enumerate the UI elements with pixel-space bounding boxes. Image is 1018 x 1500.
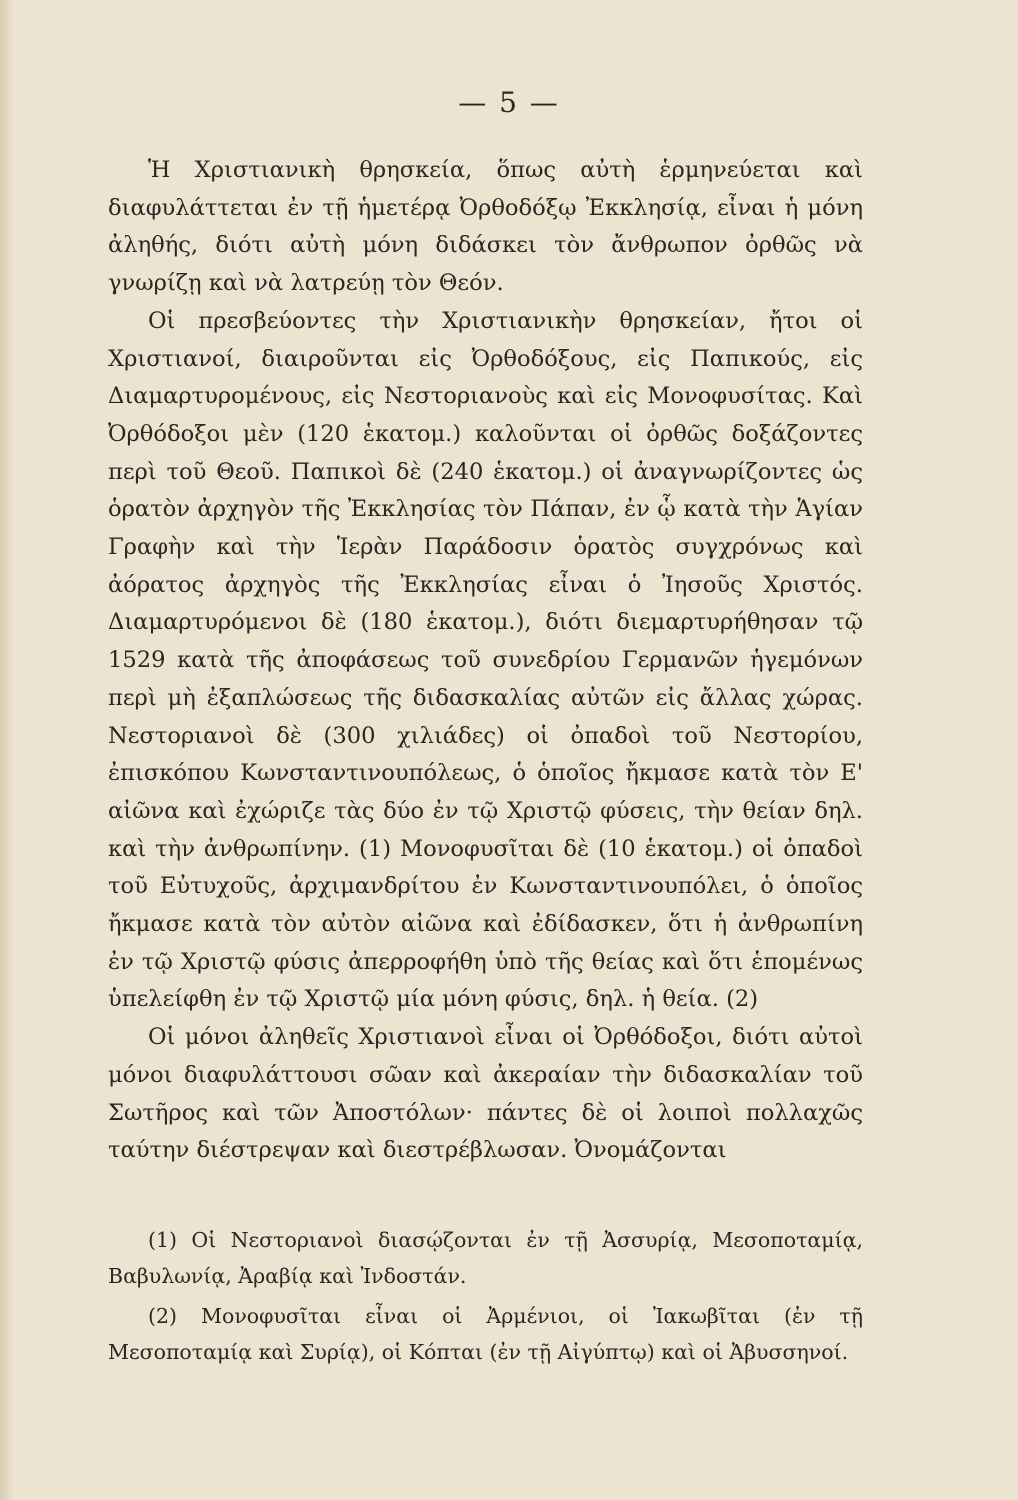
footnote-2: (2) Μονοφυσῖται εἶναι οἱ Ἀρμένιοι, οἱ Ἰακωβῖται (ἐν τῇ Μεσοποταμίᾳ καὶ Συρίᾳ), οἱ Κόπται (ἐν τῇ Αἰγύπτῳ) καὶ οἱ Ἀβυσσηνοί. <box>108 1304 863 1364</box>
footnote-1: (1) Οἱ Νεστοριανοὶ διασῴζονται ἐν τῇ Ἀσσυρίᾳ, Μεσοποταμίᾳ, Βαβυλωνίᾳ, Ἀραβίᾳ καὶ Ἰνδοστάν. <box>108 1228 863 1288</box>
paragraph-3: Οἱ μόνοι ἀληθεῖς Χριστιανοὶ εἶναι οἱ Ὀρθόδοξοι, διότι αὐτοὶ μόνοι διαφυλάττουσι σῶαν καὶ ἀκεραίαν τὴν διδασκαλίαν τοῦ Σωτῆρος καὶ τῶν Ἀποστόλων· πάντες δὲ οἱ λοιποὶ πολλαχῶς ταύτην διέστρεψαν καὶ διεστρέβλωσαν. Ὀνομάζονται <box>108 1024 863 1164</box>
paragraph-1: Ἡ Χριστιανικὴ θρησκεία, ὅπως αὐτὴ ἑρμηνεύεται καὶ διαφυλάττεται ἐν τῇ ἡμετέρᾳ Ὀρθοδόξῳ Ἐκκλησίᾳ, εἶναι ἡ μόνη ἀληθής, διότι αὐτὴ μόνη διδάσκει τὸν ἄνθρωπον ὀρθῶς νὰ γνωρίζῃ καὶ νὰ λατρεύῃ τὸν Θεόν. <box>108 157 863 297</box>
footnotes <box>108 1222 863 1374</box>
page-edge <box>0 0 14 1500</box>
paragraph-2: Οἱ πρεσβεύοντες τὴν Χριστιανικὴν θρησκείαν, ἤτοι οἱ Χριστιανοί, διαιροῦνται εἰς Ὀρθοδόξους, εἰς Παπικούς, εἰς Διαμαρτυρομένους, εἰς Νεστοριανοὺς καὶ εἰς Μονοφυσίτας. Καὶ Ὀρθόδοξοι μὲν (120 ἑκατομ.) καλοῦνται οἱ ὀρθῶς δοξάζοντες περὶ τοῦ Θεοῦ. Παπικοὶ δὲ (240 ἑκατομ.) οἱ ἀναγνωρίζοντες ὡς ὁρατὸν ἀρχηγὸν τῆς Ἐκκλησίας τὸν Πάπαν, ἐν ᾧ κατὰ τὴν Ἁγίαν Γραφὴν καὶ τὴν Ἱερὰν Παράδοσιν ὁρατὸς συγχρόνως καὶ ἀόρατος ἀρχηγὸς τῆς Ἐκκλησίας εἶναι ὁ Ἰησοῦς Χριστός. Διαμαρτυρόμενοι δὲ (180 ἑκατομ.), διότι διεμαρτυρήθησαν τῷ 1529 κατὰ τῆς ἀποφάσεως τοῦ συνεδρίου Γερμανῶν ἡγεμόνων περὶ μὴ ἐξαπλώσεως τῆς διδασκαλίας αὐτῶν εἰς ἄλλας χώρας. Νεστοριανοὶ δὲ (300 χιλιάδες) οἱ ὀπαδοὶ τοῦ Νεστορίου, ἐπισκόπου Κωνσταντινουπόλεως, ὁ ὁποῖος ἤκμασε κατὰ τὸν Ε' αἰῶνα καὶ ἐχώριζε τὰς δύο ἐν τῷ Χριστῷ φύσεις, τὴν θείαν δηλ. καὶ τὴν ἀνθρωπίνην. (1) Μονοφυσῖται δὲ (10 ἑκατομ.) οἱ ὀπαδοὶ τοῦ Εὐτυχοῦς, ἀρχιμανδρίτου ἐν Κωνσταντινουπόλει, ὁ ὁποῖος ἤκμασε κατὰ τὸν αὐτὸν αἰῶνα καὶ ἐδίδασκεν, ὅτι ἡ ἀνθρωπίνη ἐν τῷ Χριστῷ φύσις ἀπερροφήθη ὑπὸ τῆς θείας καὶ ὅτι ἑπομένως ὑπελείφθη ἐν τῷ Χριστῷ μία μόνη φύσις, δηλ. ἡ θεία. (2) <box>108 307 863 1013</box>
main-text <box>108 152 863 1170</box>
page-number: — 5 — <box>458 86 560 119</box>
